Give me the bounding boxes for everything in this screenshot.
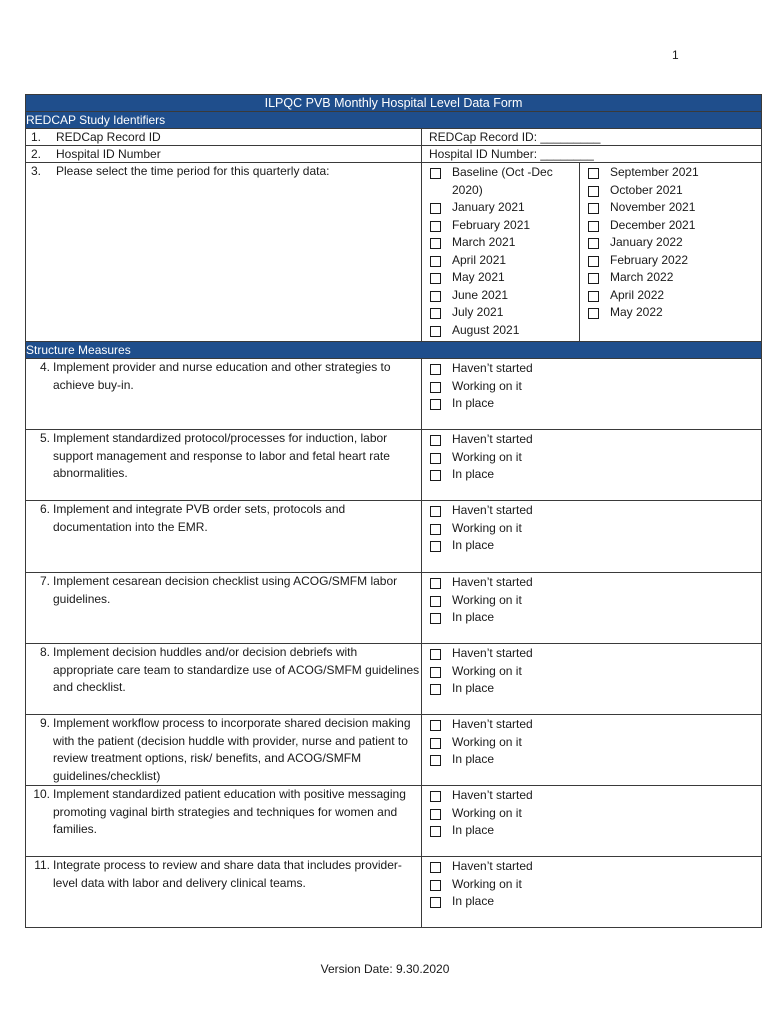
checkbox-option[interactable] — [430, 876, 761, 894]
checkbox-option[interactable] — [588, 304, 761, 322]
checkbox-icon[interactable] — [430, 326, 441, 337]
question-number: 2. — [31, 147, 42, 161]
checkbox-icon[interactable] — [588, 291, 599, 302]
checkbox-option[interactable] — [588, 234, 761, 252]
checkbox-icon[interactable] — [588, 168, 599, 179]
status-options — [422, 786, 761, 840]
row-hospital-id — [26, 146, 762, 163]
checkbox-option[interactable] — [430, 592, 761, 610]
checkbox-label: In place — [452, 538, 495, 552]
checkbox-icon[interactable] — [430, 667, 441, 678]
checkbox-option[interactable] — [430, 537, 761, 555]
checkbox-label: October 2021 — [610, 182, 683, 197]
checkbox-icon[interactable] — [588, 238, 599, 249]
checkbox-option[interactable] — [430, 269, 579, 287]
checkbox-icon[interactable] — [430, 809, 441, 820]
checkbox-option[interactable] — [588, 287, 761, 305]
checkbox-option[interactable] — [430, 431, 761, 449]
checkbox-option[interactable] — [430, 893, 761, 911]
checkbox-option[interactable] — [430, 322, 579, 340]
question-number: 11. — [34, 858, 50, 872]
checkbox-label: January 2022 — [610, 235, 683, 249]
checkbox-option[interactable] — [430, 378, 761, 396]
checkbox-label: In place — [452, 467, 495, 481]
measure-text: Implement standardized protocol/processes for induction, labor support management and response to labor and fetal heart rate abnormalities. — [53, 431, 390, 480]
checkbox-label: May 2022 — [610, 305, 663, 319]
checkbox-label: Haven’t started — [452, 646, 533, 660]
checkbox-icon[interactable] — [430, 613, 441, 624]
time-period-column-1 — [422, 163, 580, 341]
checkbox-label: November 2021 — [610, 200, 696, 214]
checkbox-option[interactable] — [430, 449, 761, 467]
measure-question — [26, 857, 421, 892]
measure-question — [26, 573, 421, 608]
measure-text: Implement standardized patient education with positive messaging promoting vaginal birth strategies and techniques for women and families. — [53, 787, 406, 836]
checkbox-label: Working on it — [452, 734, 522, 749]
checkbox-icon[interactable] — [430, 578, 441, 589]
checkbox-icon[interactable] — [430, 880, 441, 891]
checkbox-option[interactable] — [430, 787, 761, 805]
hospital-id-field[interactable]: Hospital ID Number: ________ — [422, 146, 762, 163]
checkbox-label: April 2021 — [452, 252, 507, 267]
checkbox-option[interactable] — [588, 217, 761, 235]
section-header-structure: Structure Measures — [26, 342, 762, 359]
time-period-label: Please select the time period for this quarterly data: — [56, 164, 330, 178]
checkbox-label: Haven’t started — [452, 432, 533, 446]
checkbox-label: In place — [452, 681, 495, 695]
hospital-id-label: Hospital ID Number — [56, 147, 161, 161]
checkbox-option[interactable] — [430, 199, 579, 217]
checkbox-option[interactable] — [430, 645, 761, 663]
checkbox-icon[interactable] — [430, 755, 441, 766]
checkbox-icon[interactable] — [430, 738, 441, 749]
structure-measures — [26, 359, 762, 928]
checkbox-label: Working on it — [452, 805, 522, 820]
status-options — [422, 359, 761, 413]
measure-question — [26, 786, 421, 839]
checkbox-icon[interactable] — [430, 308, 441, 319]
checkbox-option[interactable] — [430, 234, 579, 252]
measure-row — [26, 644, 762, 715]
section-header-identifiers: REDCAP Study Identifiers — [26, 112, 762, 129]
checkbox-icon[interactable] — [430, 168, 441, 179]
measure-row — [26, 573, 762, 644]
checkbox-label: Haven’t started — [452, 361, 533, 375]
measure-text: Implement workflow process to incorporate shared decision making with the patient (decision huddle with provider, nurse and patient to review treatment options, risk/ benefits, and ACOG/SMFM guidelines/checklist) — [53, 716, 411, 783]
checkbox-icon[interactable] — [588, 273, 599, 284]
checkbox-option[interactable] — [430, 822, 761, 840]
measure-text: Implement cesarean decision checklist using ACOG/SMFM labor guidelines. — [53, 574, 398, 606]
checkbox-icon[interactable] — [430, 596, 441, 607]
checkbox-icon[interactable] — [430, 470, 441, 481]
checkbox-option[interactable] — [430, 287, 579, 305]
checkbox-label: Baseline (Oct -Dec 2020) — [452, 165, 553, 197]
checkbox-label: In place — [452, 610, 495, 624]
checkbox-option[interactable] — [430, 395, 761, 413]
checkbox-label: August 2021 — [452, 322, 520, 337]
checkbox-label: Working on it — [452, 378, 522, 393]
checkbox-icon[interactable] — [430, 897, 441, 908]
checkbox-option[interactable] — [430, 217, 579, 235]
checkbox-label: January 2021 — [452, 200, 525, 214]
data-form-table — [25, 94, 762, 928]
checkbox-option[interactable] — [430, 164, 579, 199]
question-number: 1. — [31, 130, 42, 144]
checkbox-option[interactable] — [430, 858, 761, 876]
checkbox-label: In place — [452, 894, 495, 908]
measure-text: Implement decision huddles and/or decision debriefs with appropriate care team to standardize use of ACOG/SMFM guidelines and checklist. — [53, 645, 420, 694]
record-id-label: REDCap Record ID — [56, 130, 161, 144]
checkbox-label: July 2021 — [452, 305, 504, 319]
checkbox-icon[interactable] — [430, 399, 441, 410]
checkbox-icon[interactable] — [430, 291, 441, 302]
checkbox-icon[interactable] — [430, 238, 441, 249]
checkbox-label: March 2021 — [452, 235, 516, 249]
time-period-column-2 — [580, 163, 761, 341]
measure-row — [26, 715, 762, 786]
checkbox-icon[interactable] — [430, 256, 441, 267]
checkbox-label: December 2021 — [610, 217, 696, 232]
checkbox-icon[interactable] — [430, 720, 441, 731]
checkbox-icon[interactable] — [588, 221, 599, 232]
checkbox-option[interactable] — [588, 182, 761, 200]
checkbox-icon[interactable] — [588, 308, 599, 319]
measure-text: Integrate process to review and share data that includes provider-level data with labor and delivery clinical teams. — [53, 858, 402, 890]
status-options — [422, 644, 761, 698]
checkbox-option[interactable] — [430, 360, 761, 378]
checkbox-icon[interactable] — [430, 862, 441, 873]
checkbox-label: February 2022 — [610, 252, 689, 267]
status-options — [422, 857, 761, 911]
checkbox-label: Haven’t started — [452, 859, 533, 873]
measure-text: Implement and integrate PVB order sets, protocols and documentation into the EMR. — [53, 502, 346, 534]
measure-question — [26, 501, 421, 536]
checkbox-label: Working on it — [452, 520, 522, 535]
checkbox-label: Working on it — [452, 663, 522, 678]
checkbox-icon[interactable] — [430, 221, 441, 232]
checkbox-option[interactable] — [430, 574, 761, 592]
checkbox-icon[interactable] — [430, 791, 441, 802]
measure-question — [26, 359, 421, 394]
question-number: 9. — [39, 716, 50, 730]
checkbox-option[interactable] — [430, 252, 579, 270]
question-number: 4. — [39, 360, 50, 374]
version-date: Version Date: 9.30.2020 — [320, 962, 450, 976]
measure-question — [26, 430, 421, 483]
measure-row — [26, 786, 762, 857]
question-number: 8. — [39, 645, 50, 659]
checkbox-label: Haven’t started — [452, 717, 533, 731]
checkbox-icon[interactable] — [588, 203, 599, 214]
measure-row — [26, 430, 762, 501]
measure-question — [26, 644, 421, 697]
checkbox-label: March 2022 — [610, 270, 674, 284]
checkbox-icon[interactable] — [430, 684, 441, 695]
measure-question — [26, 715, 421, 785]
checkbox-icon[interactable] — [430, 541, 441, 552]
checkbox-label: Working on it — [452, 876, 522, 891]
record-id-field[interactable]: REDCap Record ID: _________ — [422, 129, 762, 146]
checkbox-option[interactable] — [430, 716, 761, 734]
checkbox-label: September 2021 — [610, 165, 699, 179]
checkbox-label: Haven’t started — [452, 788, 533, 802]
status-options — [422, 501, 761, 555]
row-time-period — [26, 163, 762, 342]
checkbox-label: May 2021 — [452, 270, 505, 284]
checkbox-label: In place — [452, 752, 495, 766]
checkbox-icon[interactable] — [430, 382, 441, 393]
question-number: 3. — [31, 164, 42, 178]
checkbox-label: In place — [452, 823, 495, 837]
checkbox-label: June 2021 — [452, 287, 509, 302]
checkbox-option[interactable] — [430, 304, 579, 322]
checkbox-icon[interactable] — [430, 506, 441, 517]
question-number: 5. — [39, 431, 50, 445]
status-options — [422, 573, 761, 627]
checkbox-option[interactable] — [588, 199, 761, 217]
checkbox-label: In place — [452, 396, 495, 410]
checkbox-label: Haven’t started — [452, 575, 533, 589]
checkbox-option[interactable] — [430, 680, 761, 698]
checkbox-icon[interactable] — [588, 186, 599, 197]
measure-text: Implement provider and nurse education and other strategies to achieve buy-in. — [53, 360, 391, 392]
checkbox-icon[interactable] — [588, 256, 599, 267]
checkbox-option[interactable] — [588, 269, 761, 287]
checkbox-option[interactable] — [430, 609, 761, 627]
page-number: 1 — [672, 48, 679, 62]
checkbox-icon[interactable] — [430, 524, 441, 535]
measure-row — [26, 501, 762, 573]
checkbox-option[interactable] — [588, 252, 761, 270]
status-options — [422, 430, 761, 484]
row-record-id — [26, 129, 762, 146]
checkbox-option[interactable] — [430, 751, 761, 769]
checkbox-option[interactable] — [430, 805, 761, 823]
checkbox-icon[interactable] — [430, 203, 441, 214]
checkbox-icon[interactable] — [430, 649, 441, 660]
checkbox-option[interactable] — [430, 520, 761, 538]
checkbox-label: Working on it — [452, 592, 522, 607]
checkbox-option[interactable] — [588, 164, 761, 182]
checkbox-label: Working on it — [452, 449, 522, 464]
checkbox-option[interactable] — [430, 734, 761, 752]
checkbox-label: April 2022 — [610, 287, 665, 302]
checkbox-option[interactable] — [430, 502, 761, 520]
status-options — [422, 715, 761, 769]
checkbox-icon[interactable] — [430, 453, 441, 464]
checkbox-icon[interactable] — [430, 364, 441, 375]
checkbox-icon[interactable] — [430, 435, 441, 446]
checkbox-option[interactable] — [430, 466, 761, 484]
checkbox-option[interactable] — [430, 663, 761, 681]
checkbox-icon[interactable] — [430, 826, 441, 837]
checkbox-label: February 2021 — [452, 217, 531, 232]
checkbox-icon[interactable] — [430, 273, 441, 284]
form-title: ILPQC PVB Monthly Hospital Level Data Form — [26, 95, 762, 112]
question-number: 6. — [39, 502, 50, 516]
checkbox-label: Haven’t started — [452, 503, 533, 517]
question-number: 7. — [39, 574, 50, 588]
measure-row — [26, 359, 762, 430]
question-number: 10. — [33, 787, 50, 801]
measure-row — [26, 857, 762, 928]
